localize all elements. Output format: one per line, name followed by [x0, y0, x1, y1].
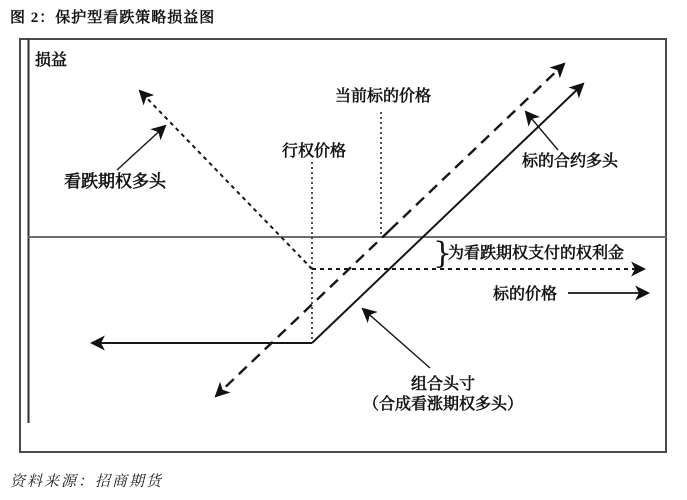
long-put-pointer-arrow	[117, 126, 165, 170]
combo-position-label-line1: 组合头寸	[410, 376, 476, 393]
combo-position-label	[363, 375, 523, 415]
premium-brace: }	[433, 236, 453, 271]
combo-pointer-arrow	[363, 309, 430, 368]
combo-line-sloped	[312, 84, 583, 343]
current-price-label: 当前标的价格	[334, 88, 432, 105]
long-underlying-pointer-arrow	[526, 112, 558, 150]
premium-label: 为看跌期权支付的权利金	[448, 245, 625, 262]
strike-price-label: 行权价格	[281, 143, 347, 160]
long-put-label: 看跌期权多头	[64, 172, 166, 191]
combo-position-label-line2: （合成看涨期权多头）	[362, 396, 524, 413]
long-underlying-label: 标的合约多头	[521, 153, 619, 170]
figure-title: 图 2：保护型看跌策略损益图	[10, 10, 216, 26]
payoff-chart	[19, 38, 667, 453]
y-axis-label: 损益	[35, 52, 68, 69]
long-underlying-line-lower	[216, 230, 390, 396]
figure-source: 资料来源：招商期货	[10, 474, 164, 490]
x-axis-label: 标的价格	[493, 286, 558, 303]
